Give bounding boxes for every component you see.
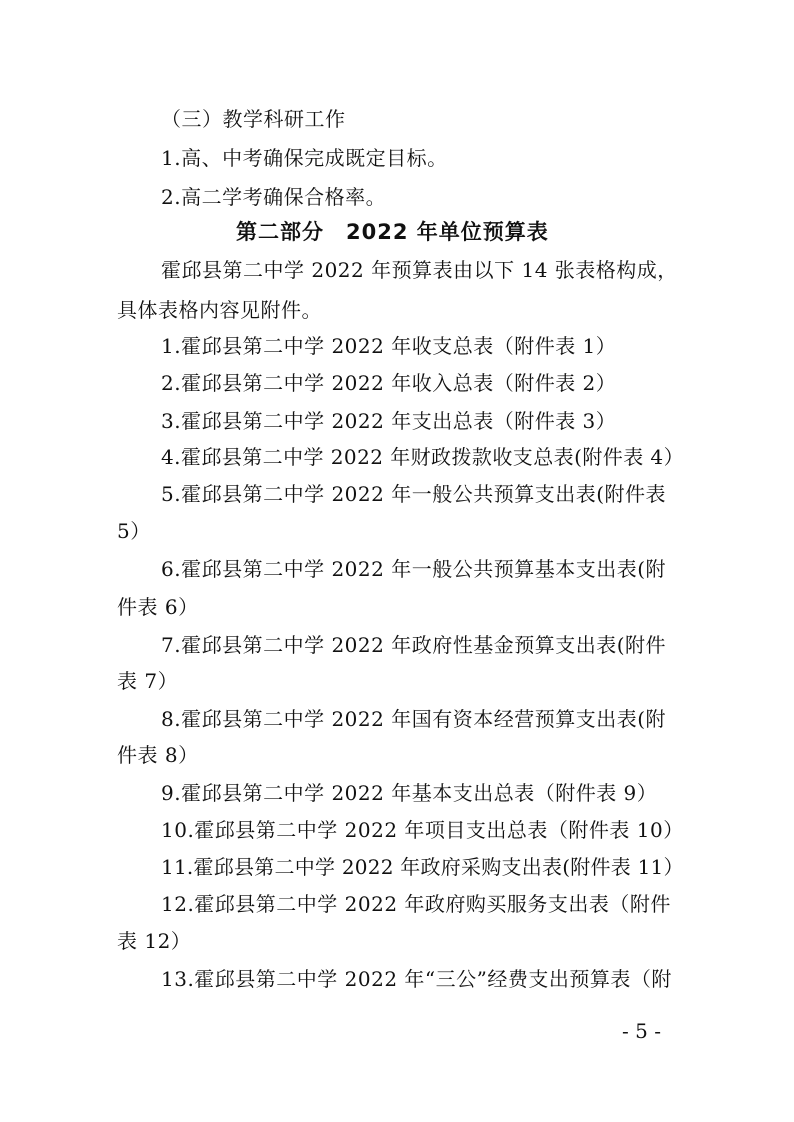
table-list-item-5-cont: 5） <box>117 519 151 543</box>
table-list-item-7: 7.霍邱县第二中学 2022 年政府性基金预算支出表(附件 <box>161 633 666 657</box>
table-list-item-12-cont: 表 12） <box>117 929 192 953</box>
table-list-item-13: 13.霍邱县第二中学 2022 年“三公”经费支出预算表（附 <box>161 967 672 991</box>
intro-paragraph-line-2: 具体表格内容见附件。 <box>117 298 322 322</box>
part-two-heading: 第二部分 2022 年单位预算表 <box>236 220 549 244</box>
table-list-item-12: 12.霍邱县第二中学 2022 年政府购买服务支出表（附件 <box>161 892 671 916</box>
table-list-item-10: 10.霍邱县第二中学 2022 年项目支出总表（附件表 10） <box>161 818 684 842</box>
table-list-item-5: 5.霍邱县第二中学 2022 年一般公共预算支出表(附件表 <box>161 482 666 506</box>
table-list-item-8: 8.霍邱县第二中学 2022 年国有资本经营预算支出表(附 <box>161 707 666 731</box>
list-item-goal-1: 1.高、中考确保完成既定目标。 <box>161 146 448 170</box>
table-list-item-4: 4.霍邱县第二中学 2022 年财政拨款收支总表(附件表 4） <box>161 445 685 469</box>
table-list-item-2: 2.霍邱县第二中学 2022 年收入总表（附件表 2） <box>161 371 617 395</box>
section-heading-research: （三）教学科研工作 <box>161 107 346 131</box>
page-number: - 5 - <box>622 1019 661 1043</box>
table-list-item-9: 9.霍邱县第二中学 2022 年基本支出总表（附件表 9） <box>161 781 658 805</box>
table-list-item-6: 6.霍邱县第二中学 2022 年一般公共预算基本支出表(附 <box>161 557 666 581</box>
table-list-item-11: 11.霍邱县第二中学 2022 年政府采购支出表(附件表 11） <box>161 855 684 879</box>
table-list-item-8-cont: 件表 8） <box>117 743 199 767</box>
list-item-goal-2: 2.高二学考确保合格率。 <box>161 185 387 209</box>
table-list-item-3: 3.霍邱县第二中学 2022 年支出总表（附件表 3） <box>161 409 617 433</box>
table-list-item-6-cont: 件表 6） <box>117 595 199 619</box>
intro-paragraph-line-1: 霍邱县第二中学 2022 年预算表由以下 14 张表格构成， <box>161 258 678 282</box>
table-list-item-1: 1.霍邱县第二中学 2022 年收支总表（附件表 1） <box>161 334 617 358</box>
table-list-item-7-cont: 表 7） <box>117 669 179 693</box>
